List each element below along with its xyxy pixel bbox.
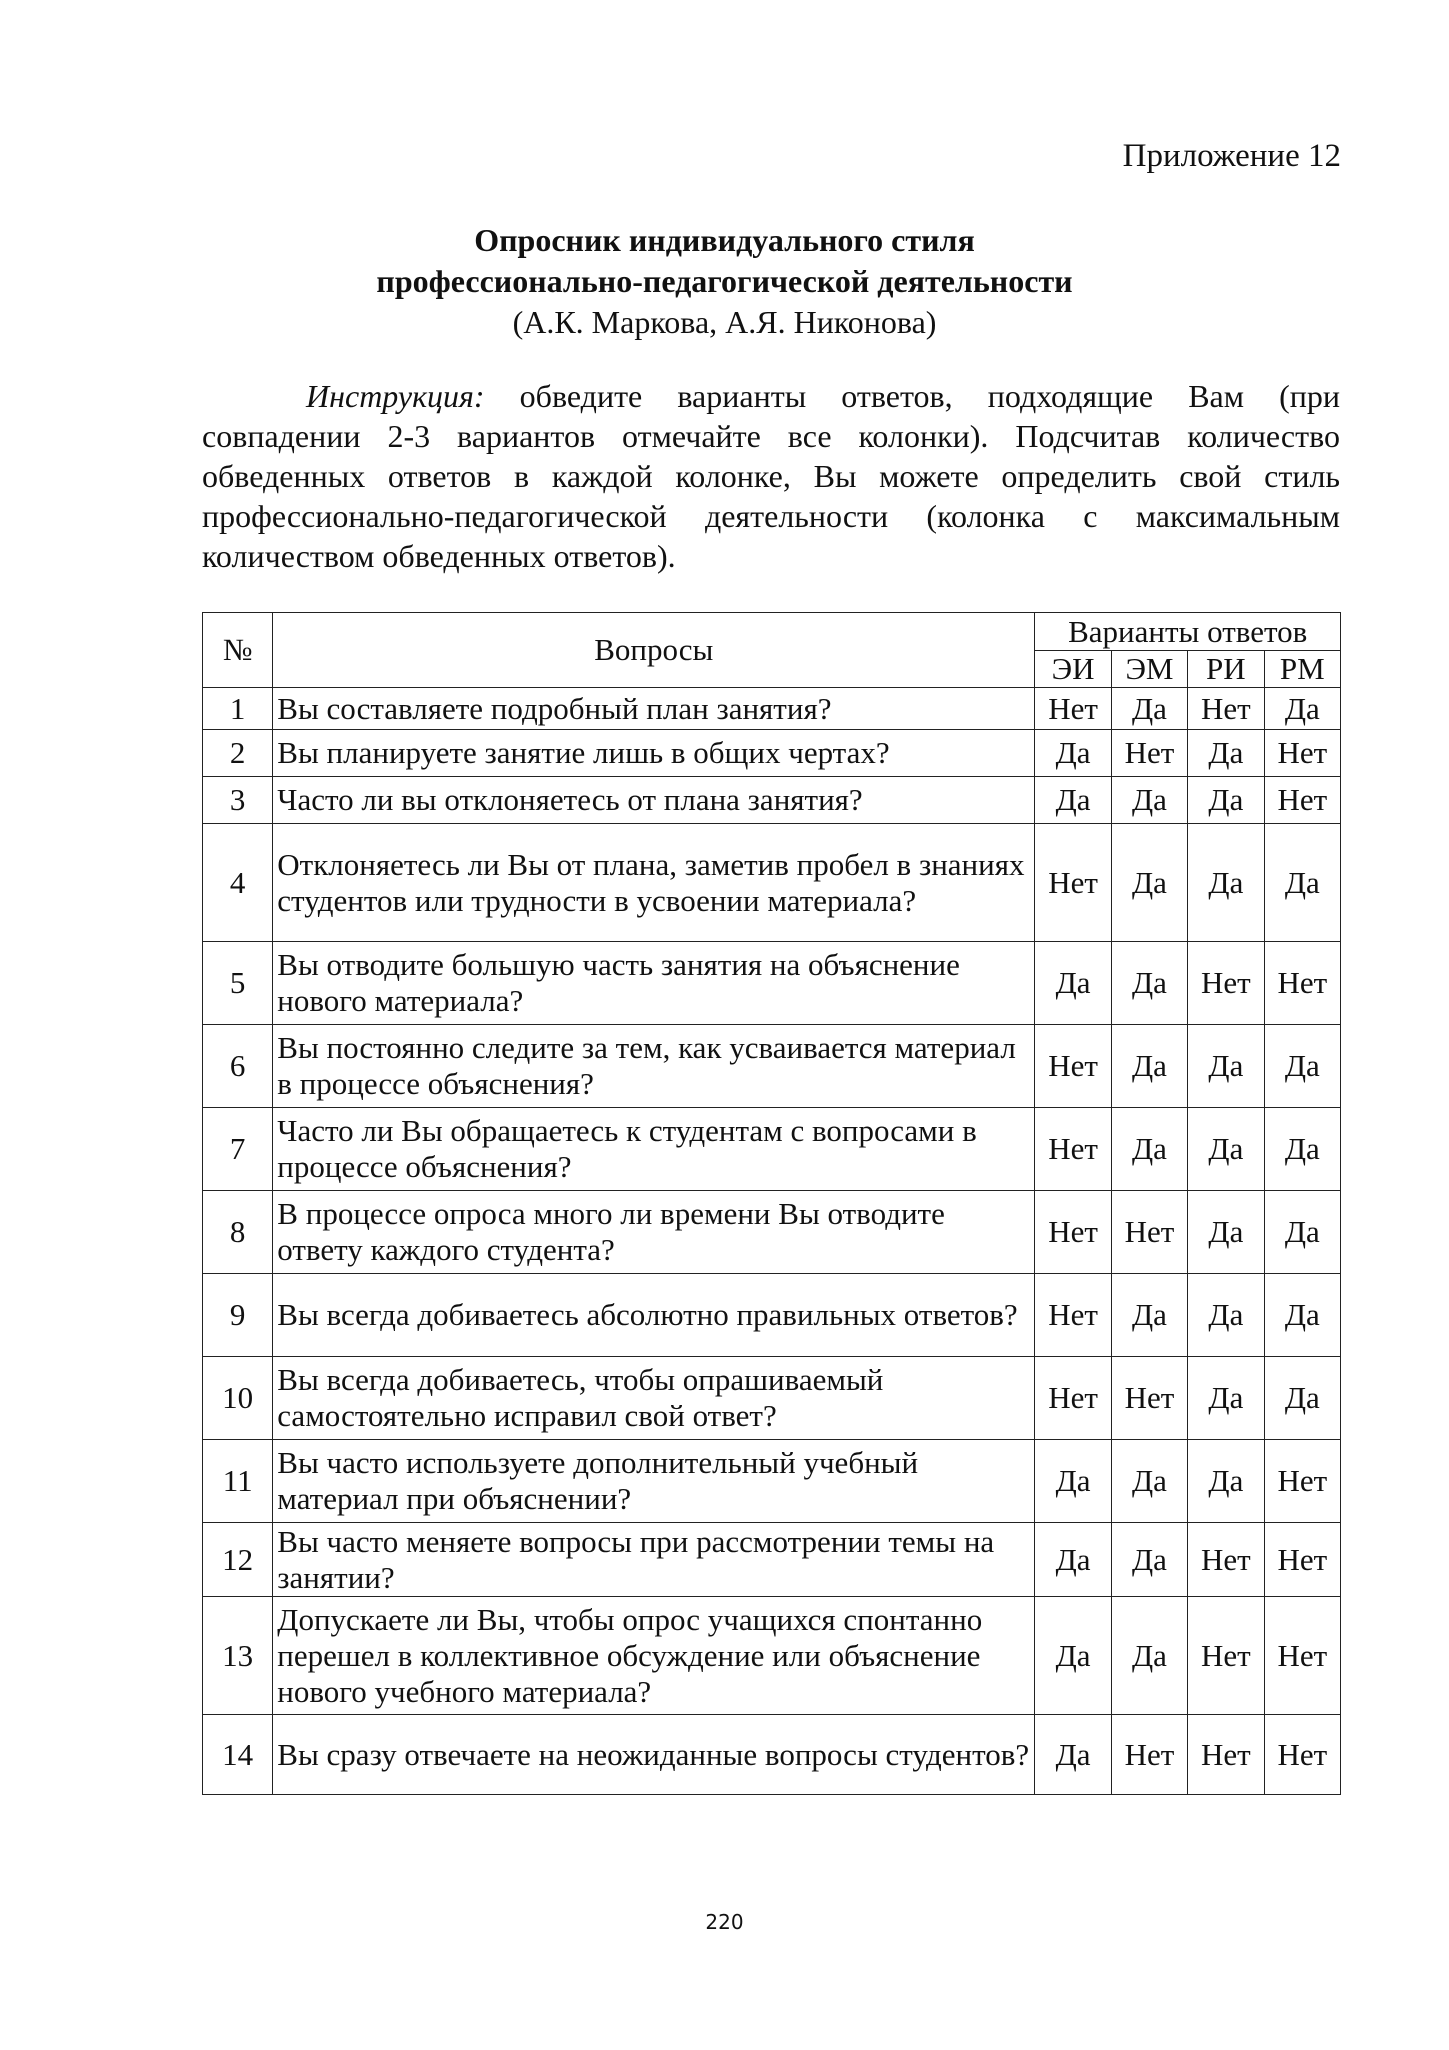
row-answer: Да (1188, 824, 1264, 942)
row-number: 8 (203, 1191, 273, 1274)
table-row (203, 777, 1341, 824)
row-answer: Нет (1188, 1597, 1264, 1715)
row-answer: Да (1264, 688, 1340, 730)
row-answer: Да (1264, 1191, 1340, 1274)
row-number: 11 (203, 1440, 273, 1523)
row-question: Допускаете ли Вы, чтобы опрос учащихся спонтанно перешел в коллективное обсуждение или объяснение нового учебного материала? (273, 1597, 1035, 1715)
row-answer: Да (1264, 824, 1340, 942)
row-answer: Нет (1035, 1274, 1111, 1357)
row-answer: Нет (1264, 1715, 1340, 1795)
row-answer: Нет (1264, 730, 1340, 777)
row-answer: Нет (1035, 1025, 1111, 1108)
table-row (203, 824, 1341, 942)
row-number: 4 (203, 824, 273, 942)
row-answer: Да (1188, 1274, 1264, 1357)
title-line-2: профессионально-педагогической деятельности (376, 263, 1073, 299)
row-number: 3 (203, 777, 273, 824)
row-question: Вы часто используете дополнительный учебный материал при объяснении? (273, 1440, 1035, 1523)
table-row (203, 1523, 1341, 1597)
row-answer: Да (1035, 730, 1111, 777)
row-answer: Да (1111, 1108, 1187, 1191)
table-row (203, 1191, 1341, 1274)
table-row (203, 1274, 1341, 1357)
row-number: 10 (203, 1357, 273, 1440)
row-number: 9 (203, 1274, 273, 1357)
row-number: 2 (203, 730, 273, 777)
table-row (203, 1597, 1341, 1715)
header-variant-ei: ЭИ (1035, 651, 1111, 688)
page-number: 220 (705, 1910, 744, 1934)
row-answer: Нет (1111, 1357, 1187, 1440)
row-question: Часто ли вы отклоняетесь от плана занятия? (273, 777, 1035, 824)
row-answer: Да (1035, 777, 1111, 824)
row-answer: Да (1188, 1440, 1264, 1523)
row-answer: Да (1111, 1597, 1187, 1715)
row-answer: Да (1264, 1108, 1340, 1191)
row-answer: Нет (1035, 1357, 1111, 1440)
row-answer: Нет (1035, 688, 1111, 730)
row-number: 14 (203, 1715, 273, 1795)
row-answer: Нет (1264, 777, 1340, 824)
row-answer: Да (1111, 688, 1187, 730)
row-answer: Нет (1035, 824, 1111, 942)
row-answer: Да (1035, 1523, 1111, 1597)
table-row (203, 730, 1341, 777)
row-question: Вы отводите большую часть занятия на объяснение нового материала? (273, 942, 1035, 1025)
row-answer: Да (1188, 1025, 1264, 1108)
row-answer: Нет (1035, 1108, 1111, 1191)
document-title (0, 220, 1449, 343)
row-answer: Да (1111, 942, 1187, 1025)
row-question: Вы планируете занятие лишь в общих чертах? (273, 730, 1035, 777)
row-answer: Да (1111, 824, 1187, 942)
row-number: 13 (203, 1597, 273, 1715)
table-row (203, 1715, 1341, 1795)
header-questions: Вопросы (273, 613, 1035, 688)
row-answer: Нет (1188, 688, 1264, 730)
header-variants: Варианты ответов (1035, 613, 1341, 651)
row-answer: Нет (1264, 1523, 1340, 1597)
appendix-label: Приложение 12 (1122, 138, 1341, 174)
header-variant-ri: РИ (1188, 651, 1264, 688)
row-question: В процессе опроса много ли времени Вы отводите ответу каждого студента? (273, 1191, 1035, 1274)
row-question: Часто ли Вы обращаетесь к студентам с вопросами в процессе объяснения? (273, 1108, 1035, 1191)
row-answer: Да (1188, 1357, 1264, 1440)
row-answer: Да (1035, 1597, 1111, 1715)
instruction-text: обведите варианты ответов, подходящие Вам (при совпадении 2-3 вариантов отмечайте все колонки). Подсчитав количество обведенных ответов в каждой колонке, Вы можете определить свой стиль профессионально-педагогической деятельности (колонка с максимальным количеством обведенных ответов). (202, 378, 1340, 574)
row-answer: Нет (1188, 1523, 1264, 1597)
instruction-paragraph (202, 376, 1340, 576)
row-number: 12 (203, 1523, 273, 1597)
row-answer: Да (1111, 1440, 1187, 1523)
row-question: Вы часто меняете вопросы при рассмотрении темы на занятии? (273, 1523, 1035, 1597)
row-answer: Да (1111, 1274, 1187, 1357)
row-answer: Нет (1188, 1715, 1264, 1795)
row-question: Вы постоянно следите за тем, как усваивается материал в процессе объяснения? (273, 1025, 1035, 1108)
row-answer: Нет (1111, 1715, 1187, 1795)
row-answer: Нет (1264, 1597, 1340, 1715)
row-answer: Нет (1111, 1191, 1187, 1274)
row-question: Отклоняетесь ли Вы от плана, заметив пробел в знаниях студентов или трудности в усвоении материала? (273, 824, 1035, 942)
table-row (203, 942, 1341, 1025)
header-variant-em: ЭМ (1111, 651, 1187, 688)
title-authors: (А.К. Маркова, А.Я. Никонова) (512, 304, 937, 340)
row-question: Вы составляете подробный план занятия? (273, 688, 1035, 730)
row-answer: Да (1264, 1025, 1340, 1108)
row-question: Вы сразу отвечаете на неожиданные вопросы студентов? (273, 1715, 1035, 1795)
row-answer: Нет (1188, 942, 1264, 1025)
table-row (203, 1108, 1341, 1191)
row-answer: Да (1035, 1715, 1111, 1795)
row-answer: Да (1111, 777, 1187, 824)
row-answer: Да (1188, 1108, 1264, 1191)
questionnaire-table (202, 612, 1341, 1795)
row-number: 6 (203, 1025, 273, 1108)
row-question: Вы всегда добиваетесь, чтобы опрашиваемый самостоятельно исправил свой ответ? (273, 1357, 1035, 1440)
row-answer: Да (1188, 1191, 1264, 1274)
instruction-label: Инструкция: (306, 378, 485, 414)
row-answer: Да (1188, 730, 1264, 777)
row-answer: Нет (1264, 1440, 1340, 1523)
row-answer: Нет (1264, 942, 1340, 1025)
row-answer: Да (1264, 1357, 1340, 1440)
table-row (203, 1025, 1341, 1108)
row-answer: Нет (1035, 1191, 1111, 1274)
table-row (203, 688, 1341, 730)
row-number: 7 (203, 1108, 273, 1191)
row-answer: Да (1264, 1274, 1340, 1357)
header-variant-rm: РМ (1264, 651, 1340, 688)
row-number: 1 (203, 688, 273, 730)
table-row (203, 1440, 1341, 1523)
header-number: № (203, 613, 273, 688)
row-answer: Да (1188, 777, 1264, 824)
row-answer: Нет (1111, 730, 1187, 777)
row-answer: Да (1035, 1440, 1111, 1523)
row-question: Вы всегда добиваетесь абсолютно правильных ответов? (273, 1274, 1035, 1357)
row-number: 5 (203, 942, 273, 1025)
row-answer: Да (1111, 1523, 1187, 1597)
row-answer: Да (1111, 1025, 1187, 1108)
table-row (203, 1357, 1341, 1440)
title-line-1: Опросник индивидуального стиля (474, 222, 975, 258)
row-answer: Да (1035, 942, 1111, 1025)
